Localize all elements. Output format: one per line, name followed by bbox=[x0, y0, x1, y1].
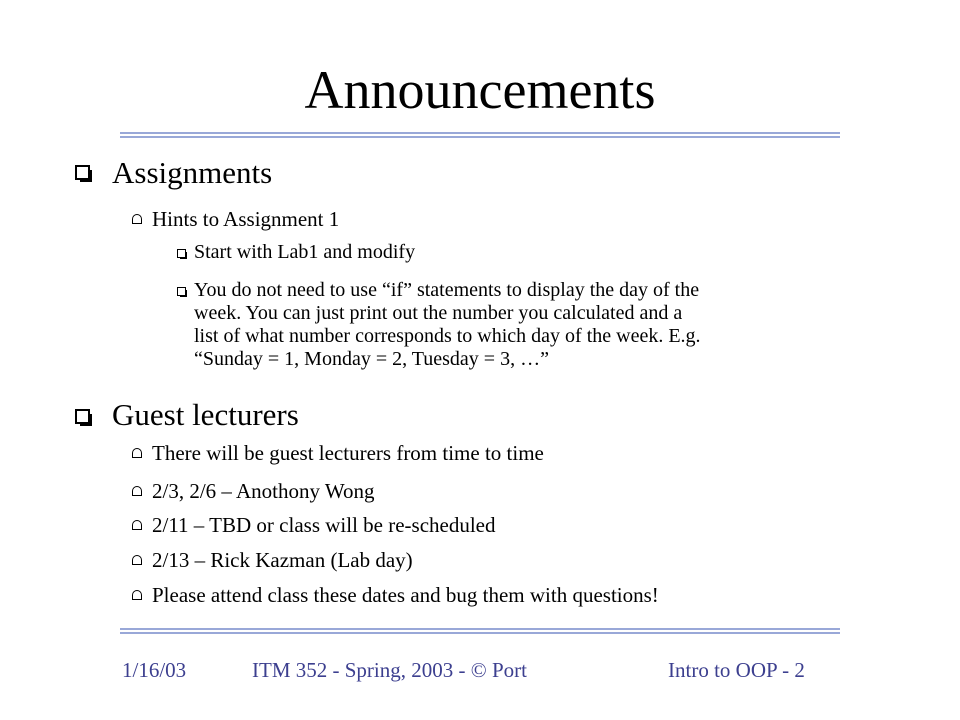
list-item: Please attend class these dates and bug them with questions! bbox=[152, 583, 659, 607]
checkbox-bullet-icon bbox=[75, 409, 90, 424]
slide-title: Announcements bbox=[304, 60, 656, 120]
arch-bullet-icon bbox=[132, 486, 142, 496]
section-heading-guest-lecturers: Guest lecturers bbox=[112, 397, 299, 432]
checkbox-bullet-icon bbox=[75, 165, 90, 180]
sub-list-item bbox=[194, 241, 854, 264]
arch-bullet-icon bbox=[132, 590, 142, 600]
list-item: 2/11 – TBD or class will be re-scheduled bbox=[152, 513, 496, 537]
footer-divider bbox=[120, 628, 840, 634]
footer-date: 1/16/03 bbox=[122, 658, 187, 682]
list-item: Hints to Assignment 1 bbox=[152, 207, 340, 231]
sub-list-line: Start with Lab1 and modify bbox=[194, 241, 416, 263]
box-bullet-icon bbox=[177, 249, 186, 258]
arch-bullet-icon bbox=[132, 214, 142, 224]
section-heading-assignments: Assignments bbox=[112, 155, 273, 190]
list-item: 2/13 – Rick Kazman (Lab day) bbox=[152, 548, 413, 572]
list-item: There will be guest lecturers from time to time bbox=[152, 441, 544, 465]
arch-bullet-icon bbox=[132, 555, 142, 565]
footer-page-number: Intro to OOP - 2 bbox=[668, 658, 805, 682]
title-divider bbox=[120, 132, 840, 138]
sub-list-line: You do not need to use “if” statements to display the day of the bbox=[194, 279, 700, 301]
list-item: 2/3, 2/6 – Anothony Wong bbox=[152, 479, 375, 503]
sub-list-line: “Sunday = 1, Monday = 2, Tuesday = 3, …” bbox=[194, 348, 549, 370]
sub-list-line: week. You can just print out the number you calculated and a bbox=[194, 302, 683, 324]
box-bullet-icon bbox=[177, 287, 186, 296]
arch-bullet-icon bbox=[132, 520, 142, 530]
arch-bullet-icon bbox=[132, 448, 142, 458]
sub-list-item bbox=[194, 279, 854, 371]
sub-list-line: list of what number corresponds to which day of the week. E.g. bbox=[194, 325, 701, 347]
footer-course: ITM 352 - Spring, 2003 - © Port bbox=[252, 658, 527, 682]
